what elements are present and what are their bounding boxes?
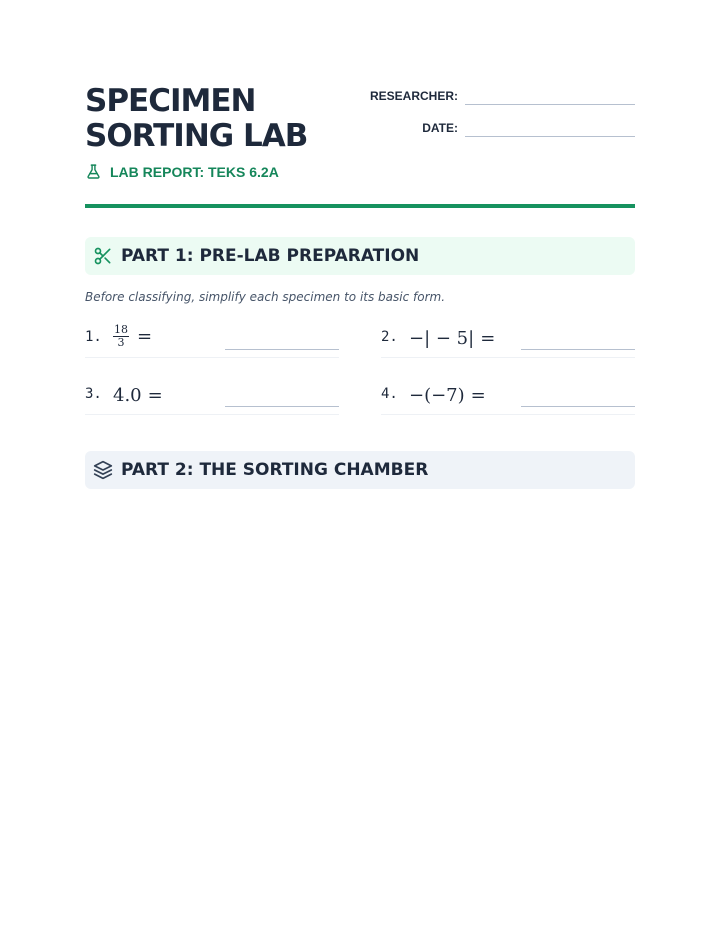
researcher-field — [370, 88, 635, 105]
expression-text: 4.0 — [113, 385, 142, 406]
researcher-write-line[interactable] — [465, 88, 635, 105]
equals-sign: = — [470, 385, 486, 406]
scissors-icon — [93, 246, 113, 266]
fraction — [113, 324, 129, 349]
problem-number: 1. — [85, 329, 102, 345]
problem-expression — [409, 385, 486, 406]
title-line-2: SORTING LAB — [85, 118, 308, 154]
problem-1 — [85, 319, 339, 358]
part1-heading-text: PART 1: PRE-LAB PREPARATION — [121, 246, 420, 266]
date-write-line[interactable] — [465, 120, 635, 137]
header-divider — [85, 204, 635, 208]
lab-report-subtitle — [85, 163, 279, 180]
flask-icon — [85, 163, 102, 180]
subtitle-text: LAB REPORT: TEKS 6.2A — [110, 163, 279, 180]
answer-line[interactable] — [225, 349, 339, 350]
expression-text: −| − 5| — [409, 328, 475, 349]
problem-number: 2. — [381, 329, 398, 345]
problem-expression — [113, 385, 163, 406]
layers-icon — [93, 460, 113, 480]
answer-line[interactable] — [521, 349, 635, 350]
problem-number: 4. — [381, 386, 398, 402]
part2-heading — [85, 451, 635, 489]
date-field — [422, 120, 635, 137]
problem-3 — [85, 376, 339, 415]
problem-number: 3. — [85, 386, 102, 402]
fraction-numerator: 18 — [114, 323, 128, 336]
part1-heading — [85, 237, 635, 275]
researcher-label: RESEARCHER: — [369, 89, 458, 103]
date-label: DATE: — [422, 121, 458, 135]
problem-2 — [381, 319, 635, 358]
fraction-denominator: 3 — [117, 336, 125, 349]
problem-expression — [409, 328, 495, 349]
problem-expression — [113, 324, 152, 349]
worksheet-title — [85, 84, 307, 154]
answer-line[interactable] — [521, 406, 635, 407]
worksheet-page — [85, 0, 635, 480]
title-line-1: SPECIMEN — [85, 83, 256, 119]
equals-sign: = — [137, 326, 153, 347]
answer-line[interactable] — [225, 406, 339, 407]
equals-sign: = — [480, 328, 496, 349]
expression-text: −(−7) — [409, 385, 465, 406]
worksheet-header — [85, 0, 635, 200]
equals-sign: = — [147, 385, 163, 406]
part2-heading-text: PART 2: THE SORTING CHAMBER — [121, 460, 429, 480]
part1-instruction: Before classifying, simplify each specimen to its basic form. — [85, 290, 446, 304]
problem-4 — [381, 376, 635, 415]
